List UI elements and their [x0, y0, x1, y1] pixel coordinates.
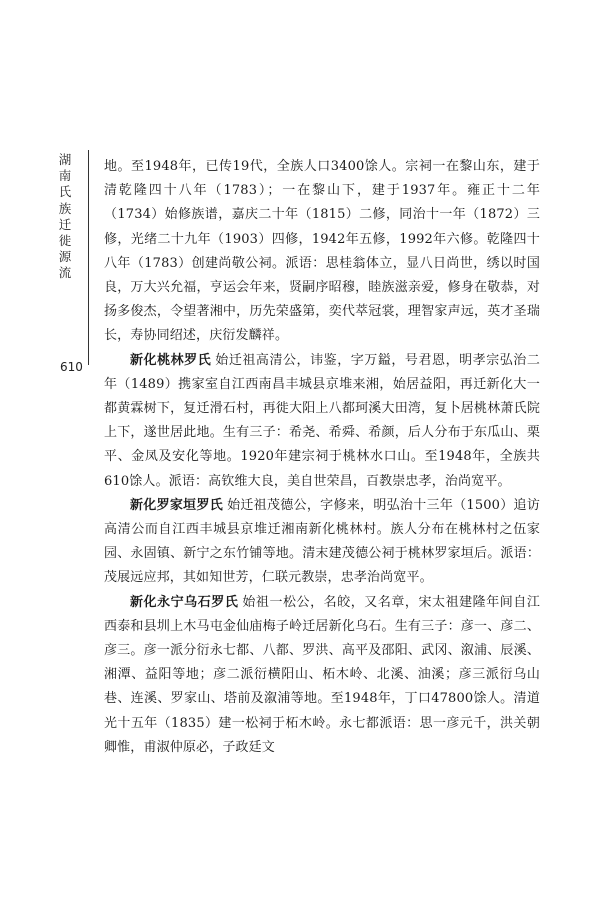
paragraph [104, 591, 540, 760]
section-heading: 新化永宁乌石罗氏 [130, 594, 239, 610]
paragraph-text: 始迁祖高清公，讳鉴，字万鎰，号君恩，明孝宗弘治二年（1489）携家室自江西南昌丰城县京堆来湘，始居益阳，再迁新化大一都黄霖树下，复迁滑石村，再徙大阳上八都珂溪大田湾，复卜居桃林萧氏院上下，遂世居此地。生有三子：希尧、希舜、希颜，后人分布于东瓜山、栗平、金凤及安化等地。1920年建宗祠于桃林水口山。至1948年，全族共610馀人。派语：高钦维大良，美自世荣昌，百教崇忠孝，治尚宽平。 [104, 352, 540, 489]
paragraph [104, 155, 540, 349]
paragraph [104, 494, 540, 591]
paragraph-text: 始祖一松公，名皎，又名章，宋太祖建隆年间自江西泰和县圳上木马屯金仙庙梅子岭迁居新化乌石。生有三子：彦一、彦二、彦三。彦一派分衍永七都、八都、罗洪、高平及邵阳、武冈、溆浦、辰溪、湘潭、益阳等地；彦二派衍横阳山、柘木岭、北溪、油溪；彦三派衍乌山巷、连溪、罗家山、塔前及溆浦等地。至1948年，丁口47800馀人。清道光十五年（1835）建一松祠于柘木岭。永七都派语：思一彦元千，洪关朝卿惟，甫淑仲原必，子政廷文 [104, 594, 540, 755]
paragraph-text: 始迁祖茂德公，字修来，明弘治十三年（1500）追访高清公而自江西丰城县京堆迁湘南新化桃林村。族人分布在桃林村之伍家园、永固镇、新宁之东竹铺等地。清末建茂德公祠于桃林罗家垣后。派语：茂展远应邦，其如知世芳，仁联元教崇，忠孝治尚宽平。 [104, 497, 540, 586]
section-heading: 新化罗家垣罗氏 [130, 497, 224, 513]
body-text [104, 155, 540, 760]
paragraph-text: 地。至1948年，已传19代，全族人口3400馀人。宗祠一在黎山东，建于清乾隆四十八年（1783）；一在黎山下，建于1937年。雍正十二年（1734）始修族谱，嘉庆二十年（1815）二修，同治十一年（1872）三修，光绪二十九年（1903）四修，1942年五修，1992年六修。乾隆四十八年（1783）创建尚敬公祠。派语：思桂翁体立，显八日尚世，绣以时国良，万大兴允福，亨运会年来，贤嗣序昭穆，睦族滋亲爱，修身在敬恭，对扬多俊杰，令望著湘中，历先荣盛第，奕代萃冠裳，理智家声远，英才圣瑞长，寿协同绍述，庆衍发麟祥。 [104, 159, 540, 344]
section-heading: 新化桃林罗氏 [130, 352, 212, 368]
running-head-title: 湖南氏族迁徙源流 [58, 152, 72, 281]
paragraph [104, 349, 540, 494]
running-head-rule [88, 150, 89, 365]
page-number: 610 [60, 360, 83, 374]
